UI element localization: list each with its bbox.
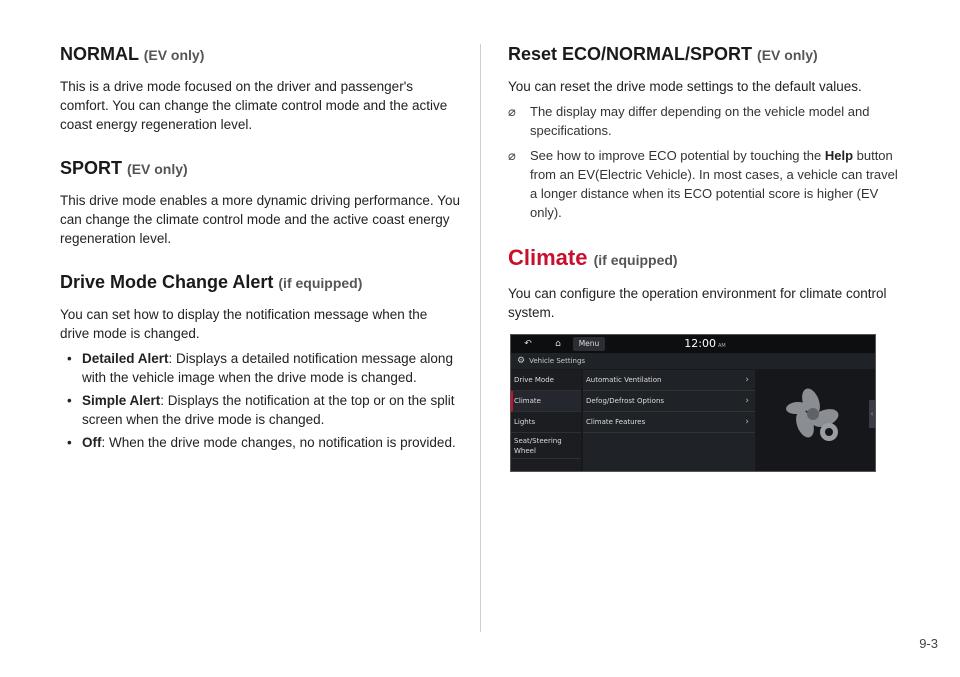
gear-icon: ⚙ (517, 356, 526, 366)
top-bar (511, 335, 875, 353)
climate-settings-screen (510, 334, 876, 472)
reset-heading: Reset ECO/NORMAL/SPORT (EV only) (508, 44, 818, 64)
sidebar-item-climate[interactable]: Climate (511, 391, 581, 412)
climate-body: You can configure the operation environment for climate control system. (508, 286, 887, 320)
sidebar-item-seat-steering[interactable]: Seat/Steering Wheel (511, 433, 581, 459)
alert-body: You can set how to display the notification message when the drive mode is changed. (60, 307, 428, 341)
alert-section (60, 270, 460, 452)
back-arrow-icon[interactable]: ↶ (524, 339, 532, 349)
option-defog-defrost[interactable]: Defog/Defrost Options › (583, 391, 755, 412)
note-pencil-icon: ⌀ (508, 104, 516, 119)
menu-button[interactable]: Menu (573, 337, 605, 351)
chevron-right-icon: › (745, 417, 749, 427)
option-climate-features[interactable]: Climate Features › (583, 412, 755, 433)
reset-body: You can reset the drive mode settings to the default values. (508, 79, 862, 94)
settings-sidebar (511, 370, 581, 471)
climate-options-list (583, 370, 755, 471)
left-column (60, 42, 460, 474)
normal-heading: NORMAL (EV only) (60, 44, 205, 64)
breadcrumb: ⚙ Vehicle Settings (511, 353, 875, 369)
alert-options-list (60, 349, 460, 452)
clock: 12:00 AM (684, 337, 726, 350)
sidebar-item-lights[interactable]: Lights (511, 412, 581, 433)
sport-body: This drive mode enables a more dynamic driving performance. You can change the climate control mode and the active coast energy regeneration level. (60, 193, 460, 246)
page-number: 9-3 (919, 636, 938, 651)
option-automatic-ventilation[interactable]: Automatic Ventilation › (583, 370, 755, 391)
note: ⌀ See how to improve ECO potential by touching the Help button from an EV(Electric Vehicle). In most cases, a vehicle can travel a longer distance when its ECO potential score is higher (EV only). (508, 148, 898, 220)
column-divider (480, 44, 481, 632)
climate-section (508, 244, 898, 322)
sidebar-item-drive-mode[interactable]: Drive Mode (511, 370, 581, 391)
chevron-right-icon: › (745, 396, 749, 406)
climate-illustration (757, 370, 875, 471)
right-column (508, 42, 898, 344)
normal-section (60, 42, 460, 134)
normal-body: This is a drive mode focused on the driver and passenger's comfort. You can change the climate control mode and the active coast energy regeneration level. (60, 79, 448, 132)
alert-heading: Drive Mode Change Alert (if equipped) (60, 272, 363, 292)
note-pencil-icon: ⌀ (508, 148, 516, 163)
list-item: • Detailed Alert: Displays a detailed notification message along with the vehicle image when the drive mode is changed. (82, 349, 460, 387)
note: ⌀ The display may differ depending on the vehicle model and specifications. (508, 104, 870, 138)
reset-section (508, 42, 898, 222)
list-item: • Simple Alert: Displays the notification at the top or on the split screen when the drive mode is changed. (82, 391, 460, 429)
climate-heading: Climate (if equipped) (508, 245, 678, 270)
chevron-right-icon: › (745, 375, 749, 385)
home-icon[interactable]: ⌂ (555, 339, 561, 349)
sport-heading: SPORT (EV only) (60, 158, 188, 178)
sport-section (60, 156, 460, 248)
panel-handle[interactable]: ‹ (869, 400, 875, 428)
list-item: • Off: When the drive mode changes, no notification is provided. (82, 433, 460, 452)
fan-gear-icon (785, 386, 845, 446)
